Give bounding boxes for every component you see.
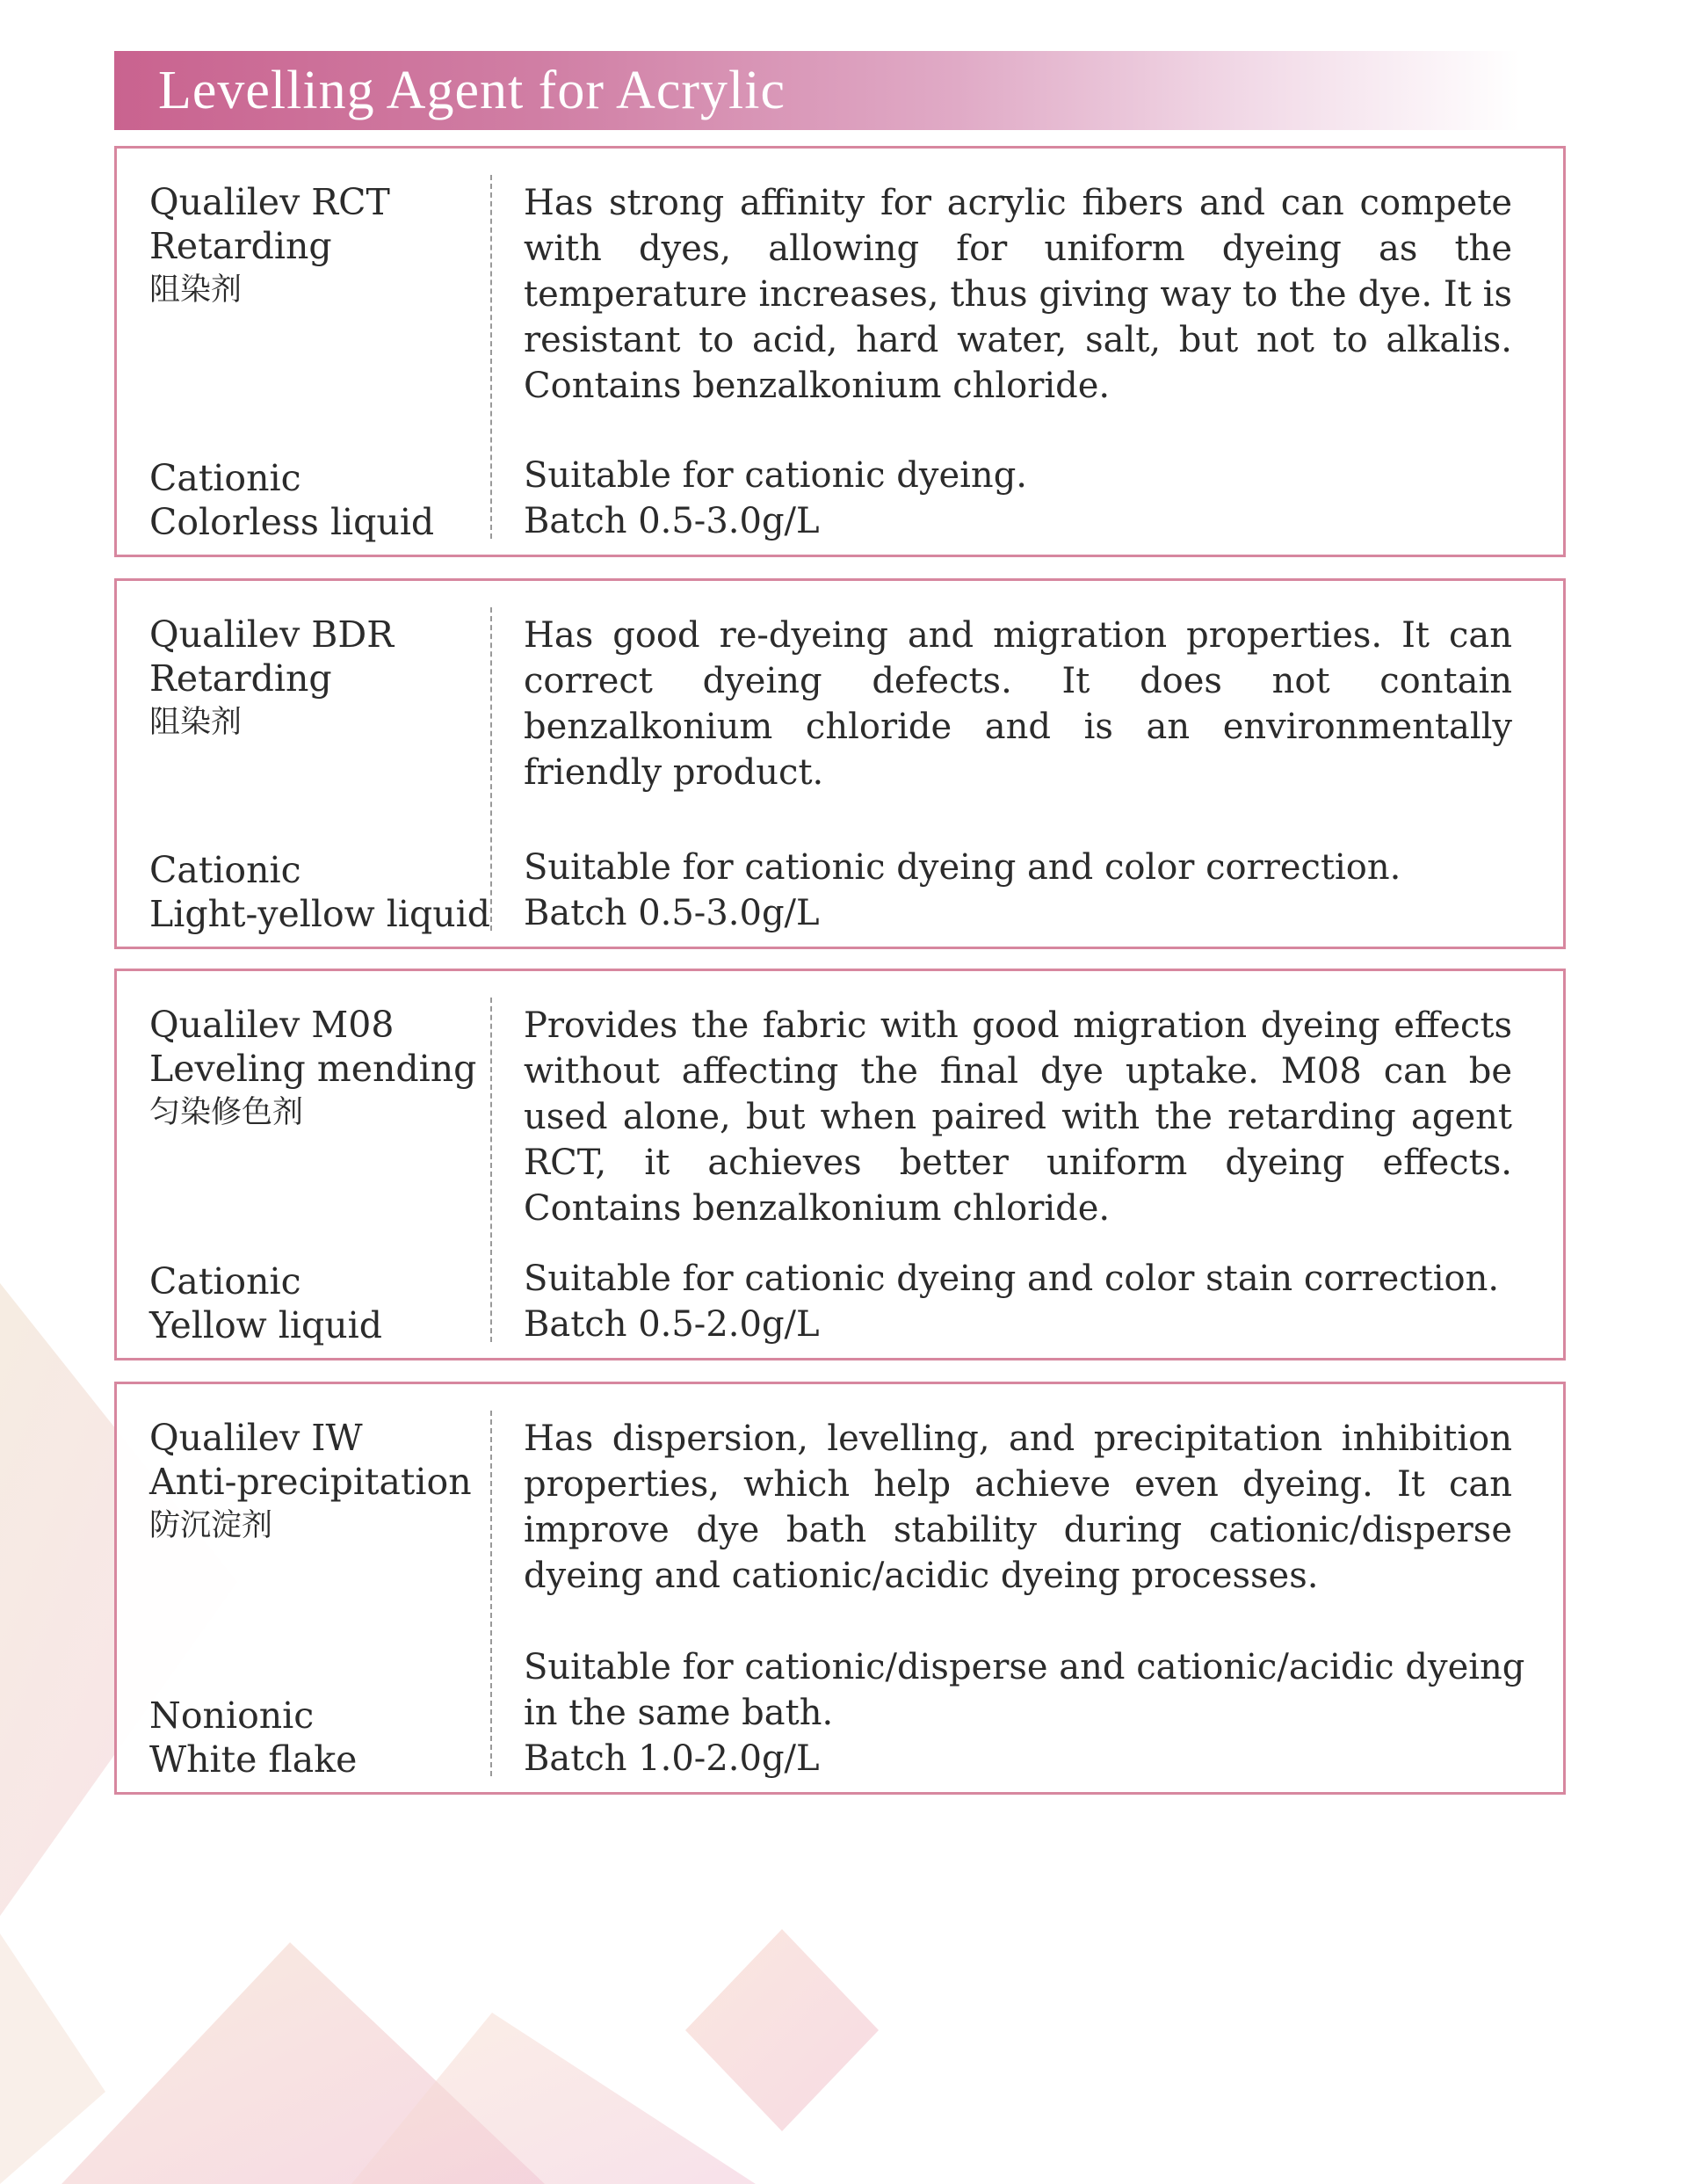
title-bar [114, 51, 1520, 130]
product-card-m08 [114, 969, 1566, 1360]
product-description: Has dispersion, levelling, and precipitation inhibition properties, which help achieve even dyeing. It can improve dye bath stability during cationic/disperse dyeing and cationic/acidic dyeing processes. [524, 1419, 1512, 1596]
product-appearance: White flake [149, 1738, 358, 1781]
product-description: Provides the fabric with good migration dyeing effects without affecting the final dye uptake. M08 can be used alone, but when paired with the retarding agent RCT, it achieves better uniform dyeing effects. Contains benzalkonium chloride. [524, 1005, 1512, 1229]
product-description: Has strong affinity for acrylic fibers and can compete with dyes, allowing for uniform dyeing as the temperature increases, thus giving way to the dye. It is resistant to acid, hard water, salt, but not to alkalis. Contains benzalkonium chloride. [524, 183, 1512, 406]
product-ionicity: Cationic [149, 849, 301, 891]
product-function-cn: 防沉淀剂 [149, 1508, 273, 1543]
product-name: Qualilev BDR [149, 613, 395, 656]
product-suitable: Suitable for cationic dyeing and color correction. [524, 847, 1401, 888]
product-ionicity: Nonionic [149, 1694, 315, 1737]
product-function: Retarding [149, 657, 332, 700]
product-function: Leveling mending [149, 1048, 477, 1090]
decor-shape-far-left [0, 1934, 105, 2184]
product-appearance: Colorless liquid [149, 501, 435, 543]
column-divider [490, 998, 492, 1342]
product-suitable: Suitable for cationic dyeing and color stain correction. [524, 1259, 1500, 1299]
product-appearance: Light-yellow liquid [149, 893, 491, 935]
product-appearance: Yellow liquid [149, 1304, 383, 1346]
product-identity [149, 180, 390, 312]
decor-shape-diamond [685, 1929, 879, 2131]
product-function-cn: 阻染剂 [149, 272, 243, 308]
product-suitable: Suitable for cationic dyeing. [524, 455, 1028, 496]
product-suitable-cont: in the same bath. [524, 1693, 834, 1733]
product-description: Has good re-dyeing and migration properties. It can correct dyeing defects. It does not contain benzalkonium chloride and is an environmentally friendly product. [524, 615, 1512, 793]
product-card-bdr [114, 578, 1566, 949]
product-function: Anti-precipitation [149, 1461, 472, 1503]
product-properties [149, 1259, 382, 1347]
column-divider [490, 175, 492, 539]
product-usage [524, 453, 1537, 544]
page-title: Levelling Agent for Acrylic [158, 61, 786, 120]
product-properties [149, 456, 434, 544]
product-card-iw [114, 1382, 1566, 1795]
product-suitable: Suitable for cationic/disperse and cationic/acidic dyeing [524, 1647, 1525, 1687]
product-usage [524, 1256, 1537, 1347]
product-name: Qualilev M08 [149, 1004, 395, 1046]
product-name: Qualilev IW [149, 1417, 363, 1459]
column-divider [490, 607, 492, 931]
product-identity [149, 613, 394, 744]
product-batch: Batch 0.5-3.0g/L [524, 501, 820, 541]
product-card-rct [114, 146, 1566, 557]
product-ionicity: Cationic [149, 457, 301, 499]
product-ionicity: Cationic [149, 1260, 301, 1302]
product-name: Qualilev RCT [149, 181, 390, 223]
product-identity [149, 1416, 472, 1548]
product-function-cn: 匀染修色剂 [149, 1095, 304, 1130]
product-properties [149, 1694, 357, 1781]
product-usage [524, 845, 1537, 936]
product-batch: Batch 0.5-2.0g/L [524, 1304, 820, 1345]
product-properties [149, 848, 490, 936]
product-identity [149, 1003, 476, 1135]
product-usage [524, 1644, 1537, 1781]
product-function: Retarding [149, 225, 332, 267]
column-divider [490, 1411, 492, 1776]
product-batch: Batch 0.5-3.0g/L [524, 893, 820, 933]
product-function-cn: 阻染剂 [149, 705, 243, 740]
product-batch: Batch 1.0-2.0g/L [524, 1738, 820, 1779]
